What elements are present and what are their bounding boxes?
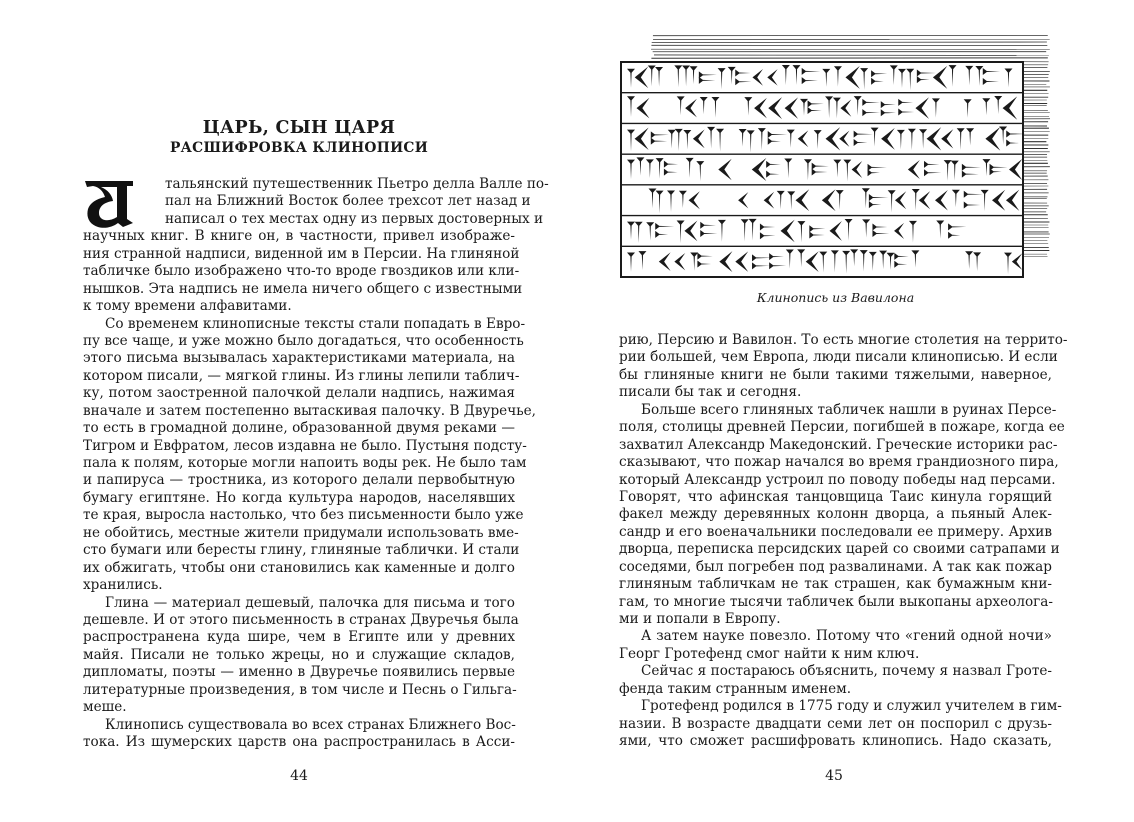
text-line: А затем науке повезло. Потому что «гений одной ночи» [641,628,1052,645]
right-page [567,0,1134,822]
text-line: Гротефенд родился в 1775 году и служил учителем в гим- [641,698,1062,715]
text-line: ми и попали в Европу. [619,611,781,627]
text-line: Георг Гротефенд смог найти к ним ключ. [619,645,920,662]
text-line: бы глиняные книги не были такими тяжелыми, наверное, [619,366,1052,383]
text-line: Глина — материал дешевый, палочка для письма и того [105,594,515,611]
text-line: к тому времени алфавитами. [83,298,292,315]
text-line: сказывают, что пожар начался во время грандиозного пира, [619,454,1059,471]
text-line: дешевле. И от этого письменность в странах Двуречья была [83,611,519,628]
text-line: дипломаты, поэты — именно в Двуречье появились первые [83,664,515,681]
text-line: распространена куда шире, чем в Египте или у древних [83,629,515,646]
text-line: писали бы так и сегодня. [619,384,802,401]
text-line: ку, потом заостренной палочкой делали надпись, нажимая [83,385,515,402]
text-line: нышков. Эта надпись не имела ничего общего с известными [83,280,523,297]
text-line: пу все чаще, и уже можно было догадаться, что особенность [83,332,524,349]
text-line: дворца, переписка персидских царей со своими сатрапами и [619,541,1060,558]
text-line: назии. В возрасте двадцати семи лет он поспорил с друзь- [619,715,1052,732]
text-line: захватил Александр Македонский. Греческие историки рас- [619,436,1058,453]
text-line: их обжигать, чтобы они становились как каменные и долго [83,559,515,576]
chapter-subtitle: РАСШИФРОВКА КЛИНОПИСИ [169,140,429,156]
text-line: котором писали, — мягкой глины. Из глины лепили таблич- [83,367,520,384]
text-line: Сейчас я постараюсь объяснить, почему я назвал Гроте- [641,663,1052,680]
text-line: табличке было изображено что-то вроде гвоздиков или кли- [83,263,520,280]
text-line: научных книг. В книге он, в частности, привел изображе- [83,228,515,245]
text-line: меше. [83,699,127,716]
text-line: те края, выросла настолько, что без письменности было уже [83,507,524,524]
page-number-left: 44 [290,768,308,784]
cuneiform-tablet-illustration [620,34,1052,280]
text-line: пала к полям, которые могли напоить воды рек. Не было там [83,455,527,471]
text-line: бумагу египтяне. Но когда культура народов, населявших [83,489,515,506]
text-line: ния странной надписи, виденной им в Персии. На глиняной [83,245,520,262]
text-line: который Александр устроил по поводу победы над персами. [619,471,1056,488]
text-line: пал на Ближний Восток более трехсот лет назад и [165,193,531,210]
text-line: Клинопись существовала во всех странах Ближнего Вос- [105,716,516,733]
text-line: Говорят, что афинская танцовщица Таис кинула горящий [619,488,1052,505]
chapter-title: ЦАРЬ, СЫН ЦАРЯ [202,118,396,138]
text-line: не обойтись, местные жители придумали использовать вме- [83,524,519,541]
text-line: ями, что сможет расшифровать клинопись. Надо сказать, [619,733,1052,750]
text-line: тальянский путешественник Пьетро делла Валле по- [165,176,549,192]
left-text-column [83,176,549,751]
text-line: Тигром и Евфратом, лесов издавна не было. Пустыня подсту- [83,437,527,454]
page-number-right: 45 [825,768,843,784]
text-line: фенда таким странным именем. [619,680,852,697]
text-line: литературные произведения, в том числе и Песнь о Гильга- [83,681,517,698]
text-line: то есть в громадной долине, образованной двумя реками — [83,420,515,437]
text-line: написал о тех местах одну из первых достоверных и [165,210,544,227]
text-line: гам, то многие тысячи табличек были выкопаны археолога- [619,593,1053,610]
text-line: факел между деревянных колонн дворца, а пьяный Алек- [619,506,1052,523]
text-line: Со временем клинописные тексты стали попадать в Евро- [105,315,526,332]
text-line: соседями, был погребен под развалинами. А так как пожар [619,558,1052,575]
text-line: вначале и затем постепенно вытаскивая палочку. В Двуречье, [83,402,536,419]
text-line: рии большей, чем Европа, люди писали клинописью. И если [619,349,1058,366]
text-line: этого письма вызывалась характеристиками материала, на [83,350,515,367]
text-line: тока. Из шумерских царств она распространилась в Асси- [83,734,515,750]
figure-caption: Клинопись из Вавилона [756,290,915,305]
text-line: рию, Персию и Вавилон. То есть многие столетия на террито- [619,332,1068,348]
text-line: и папируса — тростника, из которого делали первобытную [83,472,515,489]
text-line: хранились. [83,577,163,594]
right-text-column [619,332,1068,751]
text-line: сто бумаги или бересты глину, глиняные таблички. И стали [83,542,520,559]
text-line: поля, столицы древней Персии, погибшей в пожаре, когда ее [619,419,1065,436]
text-line: сандр и его военачальники последовали ее примеру. Архив [619,523,1052,540]
text-line: глиняным табличкам не так страшен, как бумажным кни- [619,576,1052,593]
text-line: майя. Писали не только жрецы, но и служащие складов, [83,646,515,663]
text-line: Больше всего глиняных табличек нашли в руинах Персе- [641,401,1057,418]
